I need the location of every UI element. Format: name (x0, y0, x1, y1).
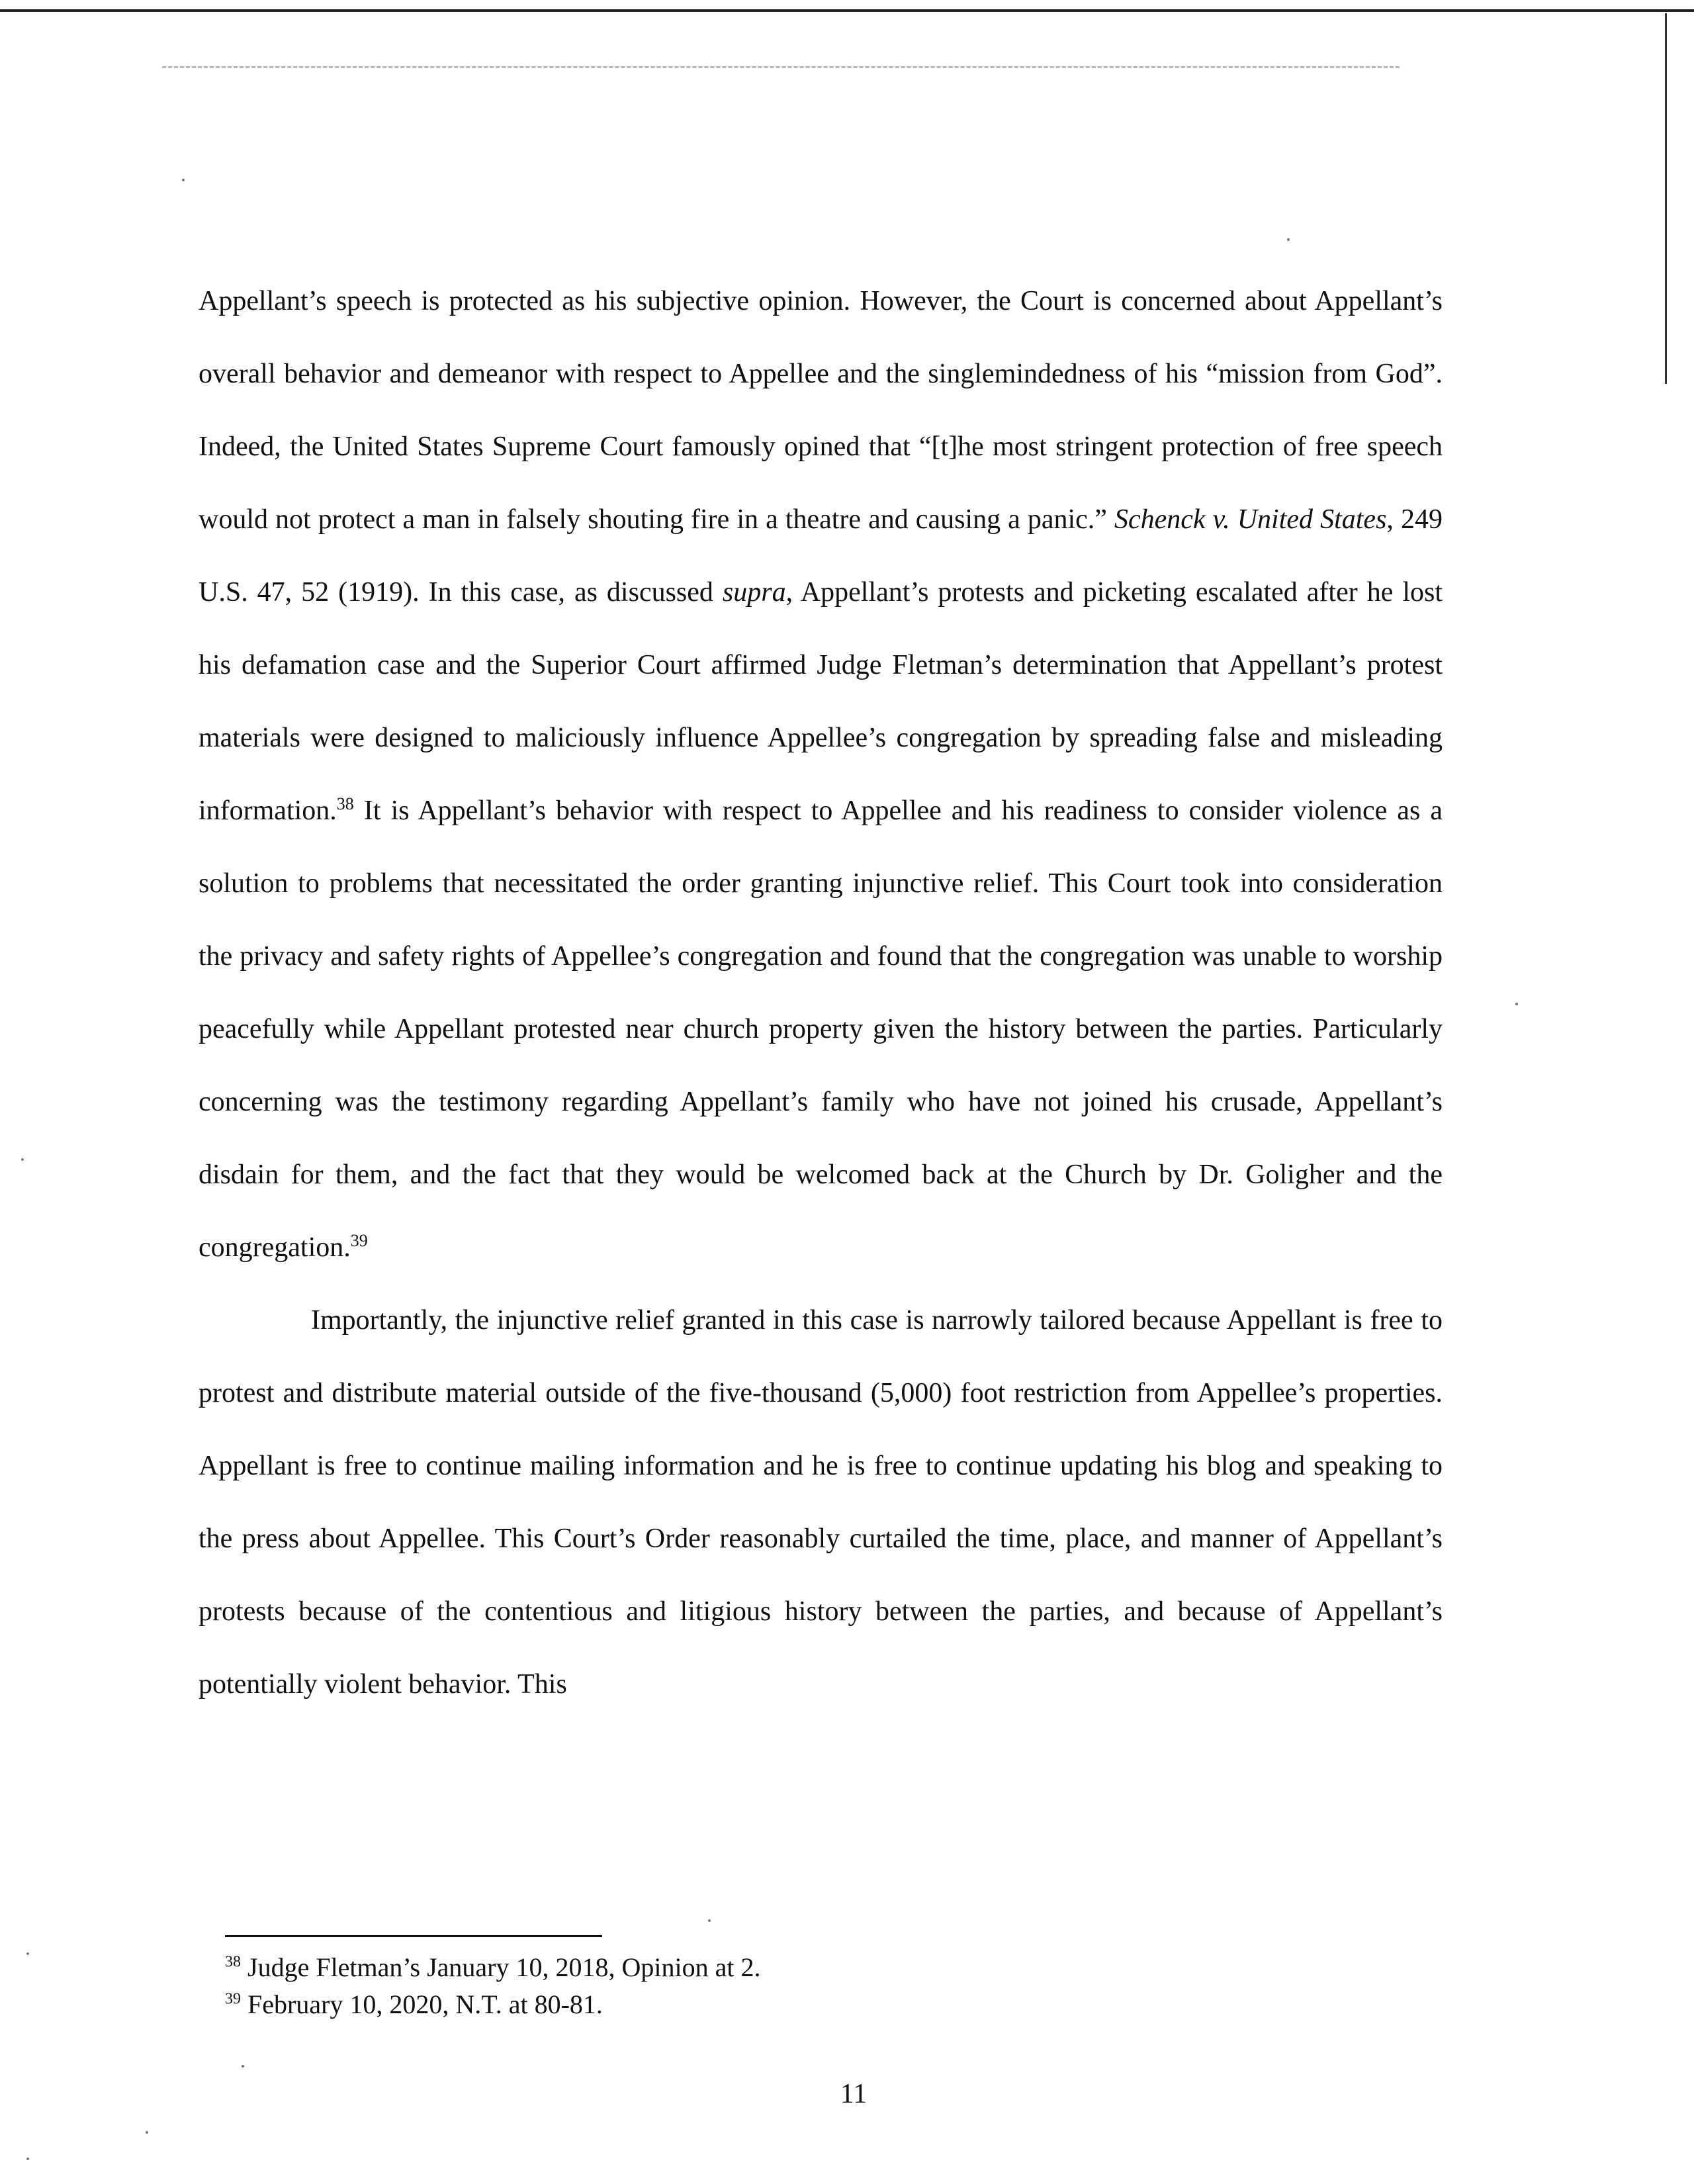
scan-speck (708, 1919, 711, 1922)
footnote-divider (225, 1935, 602, 1937)
paragraph-text: , 249 U.S. 47, 52 (1919). In this case, as discussed (199, 504, 1443, 608)
scan-speck (26, 2158, 29, 2160)
footnote-text: February 10, 2020, N.T. at 80-81. (241, 1989, 603, 2019)
scan-speck (146, 2131, 148, 2134)
scan-speck (182, 179, 185, 181)
scan-speck (26, 1952, 29, 1955)
footnote-ref-38[interactable]: 38 (336, 794, 354, 813)
scan-noise-line (162, 66, 1400, 68)
case-citation: Schenck v. United States (1114, 504, 1387, 535)
footnote-number: 38 (225, 1953, 241, 1971)
footnote-39 (225, 1986, 1284, 2023)
footnote-ref-39[interactable]: 39 (350, 1231, 368, 1250)
scan-speck (21, 1158, 24, 1161)
paragraph-second: Importantly, the injunctive relief granted in this case is narrowly tailored because Appellant is free to protest and distribute material outside of the five-thousand (5,000) foot restriction from Appellee’s properties. Appellant is free to continue mailing information and he is free to continue updating his blog and speaking to the press about Appellee. This Court’s Order reasonably curtailed the time, place, and manner of Appellant’s protests because of the contentious and litigious history between the parties, and because of Appellant’s potentially violent behavior. This (199, 1305, 1443, 1700)
opinion-body (199, 265, 1443, 1721)
scan-speck (242, 2065, 244, 2068)
scan-right-border (1665, 13, 1667, 384)
footnotes (225, 1949, 1284, 2023)
paragraph-text: , Appellant’s protests and picketing escalated after he lost his defamation case and the Superior Court affirmed Judge Fletman’s determination that Appellant’s protest materials were designed to maliciously influence Appellee’s congregation by spreading false and misleading information. (199, 577, 1443, 826)
footnote-38 (225, 1949, 1284, 1986)
scan-speck (1287, 238, 1290, 241)
footnote-number: 39 (225, 1990, 241, 2008)
paragraph-first (199, 265, 1443, 1284)
paragraph-text: It is Appellant’s behavior with respect to Appellee and his readiness to consider violence as a solution to problems that necessitated the order granting injunctive relief. This Court took into consideration the privacy and safety rights of Appellee’s congregation and found that the congregation was unable to worship peacefully while Appellant protested near church property given the history between the parties. Particularly concerning was the testimony regarding Appellant’s family who have not joined his crusade, Appellant’s disdain for them, and the fact that they would be welcomed back at the Church by Dr. Goligher and the congregation. (199, 796, 1443, 1263)
scan-speck (1515, 1003, 1518, 1005)
supra-reference: supra (722, 577, 786, 608)
scan-top-border (0, 9, 1694, 12)
page-number: 11 (840, 2079, 868, 2109)
footnote-text: Judge Fletman’s January 10, 2018, Opinion at 2. (241, 1952, 761, 1982)
paragraph-text: Appellant’s speech is protected as his subjective opinion. However, the Court is concerned about Appellant’s overall behavior and demeanor with respect to Appellee and the singlemindedness of his “mission from God”. Indeed, the United States Supreme Court famously opined that “[t]he most stringent protection of free speech would not protect a man in falsely shouting fire in a theatre and causing a panic.” (199, 286, 1443, 535)
